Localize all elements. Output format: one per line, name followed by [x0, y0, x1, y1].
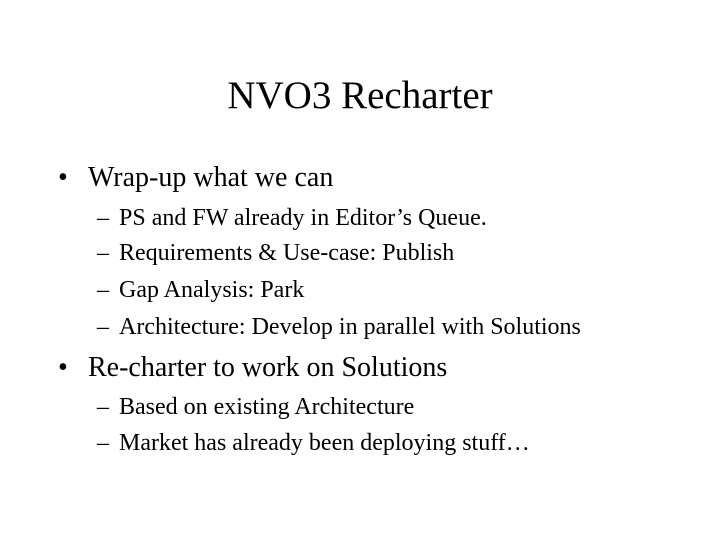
bullet-text: Wrap-up what we can [88, 162, 334, 193]
bullet-item [58, 160, 333, 196]
slide-title: NVO3 Recharter [227, 74, 493, 117]
sub-text: PS and FW already in Editor’s Queue. [119, 205, 487, 231]
sub-item [97, 202, 487, 234]
sub-marker: – [97, 205, 109, 231]
sub-text: Requirements & Use-case: Publish [119, 240, 455, 266]
sub-item [97, 391, 414, 423]
sub-text: Based on existing Architecture [119, 394, 415, 420]
sub-item [97, 237, 454, 269]
sub-marker: – [97, 394, 109, 420]
sub-marker: – [97, 430, 109, 456]
sub-text: Gap Analysis: Park [119, 277, 305, 303]
sub-text: Architecture: Develop in parallel with Solutions [119, 314, 581, 340]
bullet-marker: • [58, 162, 68, 193]
sub-marker: – [97, 240, 109, 266]
sub-item [97, 274, 304, 306]
bullet-item [58, 350, 447, 386]
sub-marker: – [97, 314, 109, 340]
sub-text: Market has already been deploying stuff… [119, 430, 530, 456]
bullet-marker: • [58, 352, 68, 383]
sub-item [97, 427, 530, 459]
sub-marker: – [97, 277, 109, 303]
sub-item [97, 311, 581, 343]
bullet-text: Re-charter to work on Solutions [88, 352, 448, 383]
